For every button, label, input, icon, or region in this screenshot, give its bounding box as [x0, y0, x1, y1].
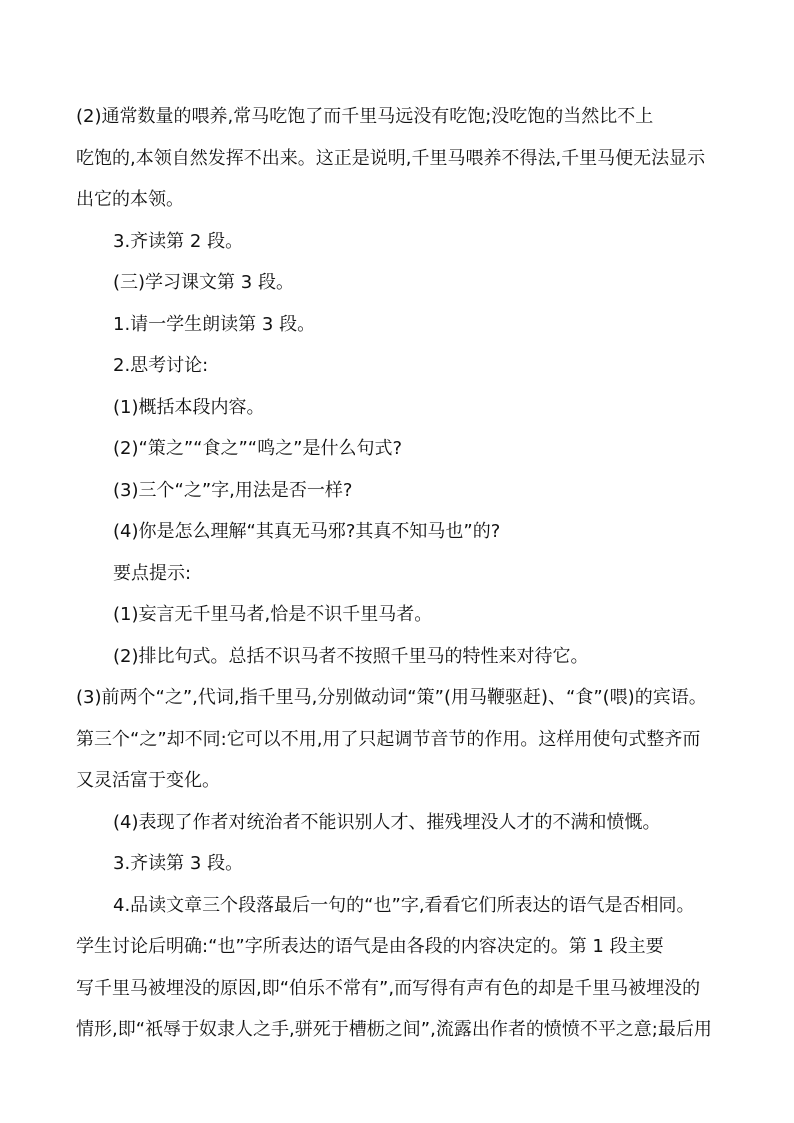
text-line: 吃饱的,本领自然发挥不出来。这正是说明,千里马喂养不得法,千里马便无法显示	[76, 147, 706, 169]
question-3: (3)三个“之”字,用法是否一样?	[113, 479, 353, 501]
answer-3	[76, 677, 728, 802]
question-2: (2)“策之”“食之”“鸣之”是什么句式?	[113, 438, 403, 459]
text-line: (3)前两个“之”,代词,指千里马,分别做动词“策”(用马鞭驱赶)、“食”(喂)的宾语。	[76, 687, 707, 708]
paragraph-discussion-conclusion	[76, 926, 728, 1051]
paragraph-student-reads: 1.请一学生朗读第 3 段。	[113, 313, 316, 335]
section-heading-study-3: (三)学习课文第 3 段。	[113, 272, 294, 293]
document-body	[76, 96, 728, 1051]
answer-1: (1)妄言无千里马者,恰是不识千里马者。	[113, 604, 433, 625]
text-line: 学生讨论后明确:“也”字所表达的语气是由各段的内容决定的。第 1 段主要	[76, 936, 664, 957]
paragraph-discussion-heading: 2.思考讨论:	[113, 355, 209, 376]
paragraph-read-section-2: 3.齐读第 2 段。	[113, 230, 244, 252]
key-points-heading: 要点提示:	[113, 562, 192, 584]
answer-4: (4)表现了作者对统治者不能识别人才、摧残埋没人才的不满和愤慨。	[113, 811, 661, 833]
text-line: 第三个“之”却不同:它可以不用,用了只起调节音节的作用。这样用使句式整齐而	[76, 728, 701, 750]
paragraph-feeding-explanation	[76, 96, 728, 221]
text-line: 写千里马被埋没的原因,即“伯乐不常有”,而写得有声有色的却是千里马被埋没的	[76, 977, 701, 999]
text-line: 情形,即“祇辱于奴隶人之手,骈死于槽枥之间”,流露出作者的愤愤不平之意;最后用	[76, 1019, 712, 1040]
paragraph-ye-character-task: 4.品读文章三个段落最后一句的“也”字,看看它们所表达的语气是否相同。	[113, 894, 695, 916]
text-line: 又灵活富于变化。	[76, 770, 220, 791]
paragraph-read-section-3: 3.齐读第 3 段。	[113, 853, 244, 874]
answer-2: (2)排比句式。总括不识马者不按照千里马的特性来对待它。	[113, 645, 589, 667]
text-line: (2)通常数量的喂养,常马吃饱了而千里马远没有吃饱;没吃饱的当然比不上	[76, 106, 654, 127]
text-line: 出它的本领。	[76, 189, 184, 210]
question-1: (1)概括本段内容。	[113, 396, 265, 418]
question-4: (4)你是怎么理解“其真无马邪?其真不知马也”的?	[113, 521, 501, 542]
